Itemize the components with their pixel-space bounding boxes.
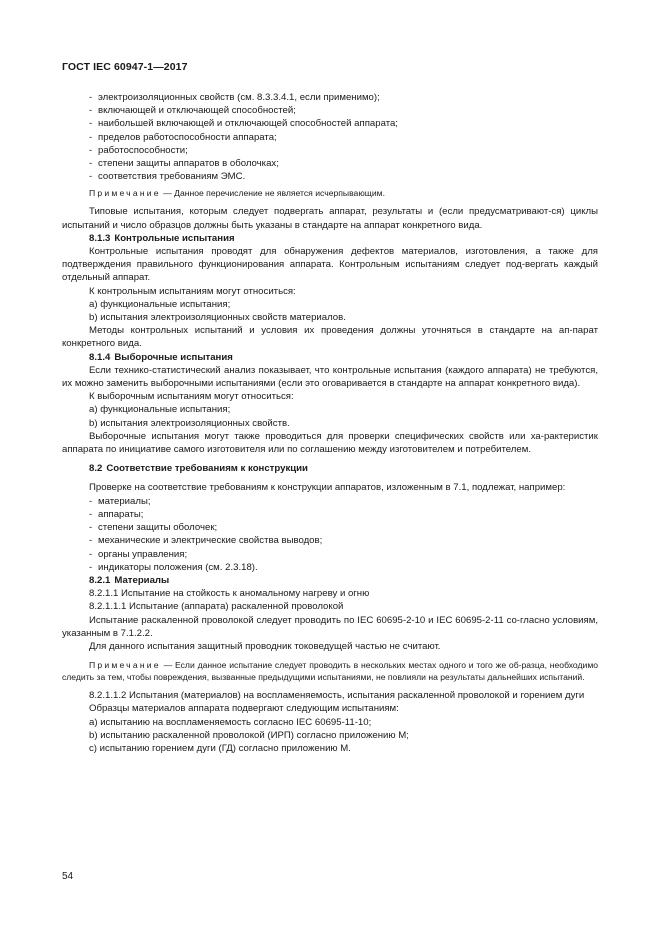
list-item: - включающей и отключающей способностей; [89,105,296,117]
list-item: - работоспособности; [89,144,188,156]
paragraph: Проверке на соответствие требованиям к конструкции аппаратов, изложенным в 7.1, подлежат, например: [89,482,566,494]
paragraph: Испытание раскаленной проволокой следует проводить по IEC 60695-2-10 и IEC 60695-2-11 со-гласно условиям, указанным в 7.1.2.2. [62,614,598,639]
paragraph: Если технико-статистический анализ показывает, что контрольные испытания (каждого аппарата) не требуются, их можно заменить выборочными испытаниями (если это оговаривается в стандарте на аппарат конкретного вида). [62,364,598,390]
paragraph: К выборочным испытаниям могут относиться: [89,391,294,403]
paragraph: Типовые испытания, которым следует подвергать аппарат, результаты и (если предусматривают-ся) циклы испытаний и число образцов должны быть указаны в стандарте на аппарат конкретного вида. [62,206,598,231]
list-item: - пределов работоспособности аппарата; [89,131,277,143]
subsection-heading: 8.2.1.1 Испытание на стойкость к аномальному нагреву и огню [89,588,370,600]
section-heading-8-1-4: 8.1.4 Выборочные испытания [89,351,233,363]
section-heading-8-2-1: 8.2.1 Материалы [89,574,170,586]
note: Примечание — Если данное испытание следует проводить в нескольких местах одного и того же об-разца, необходимо следить за тем, чтобы повреждения, вызванные предыдущими испытаниями, не повлияли на результаты дальнейших испытаний. [62,660,599,683]
section-heading-8-2: 8.2 Соответствие требованиям к конструкции [89,463,308,475]
note: Примечание — Данное перечисление не является исчерпывающим. [89,188,385,199]
list-item: - материалы; [89,495,151,507]
list-item: - индикаторы положения (см. 2.3.18). [89,561,258,573]
paragraph: Образцы материалов аппарата подвергают следующим испытаниям: [89,703,399,715]
list-item: b) испытания электроизоляционных свойств материалов. [89,312,346,324]
list-item: a) функциональные испытания; [89,404,231,416]
page-number: 54 [62,871,74,882]
section-heading-8-1-3: 8.1.3 Контрольные испытания [89,232,235,244]
list-item: - электроизоляционных свойств (см. 8.3.3.4.1, если применимо); [89,92,380,103]
subsection-heading: 8.2.1.1.1 Испытание (аппарата) раскаленной проволокой [89,601,344,613]
document-header: ГОСТ IEC 60947-1—2017 [62,61,188,73]
paragraph: К контрольным испытаниям могут относиться: [89,285,296,297]
paragraph: Контрольные испытания проводят для обнаружения дефектов материалов, изготовления, а также для подтверждения правильного функционирования аппарата. Контрольным испытаниям следует под-вергать каждый отдельный аппарат. [62,246,598,284]
list-item: - соответствия требованиям ЭМС. [89,171,246,183]
paragraph: Выборочные испытания могут также проводиться для проверки специфических свойств или ха-рактеристик аппарата по инициативе самого изготовителя или по соглашению между изготовителем и потребителем. [62,430,598,456]
page-content [62,91,598,755]
list-item: b) испытанию раскаленной проволокой (ИРП) согласно приложению M; [89,729,409,741]
list-item: - механические и электрические свойства выводов; [89,535,323,547]
paragraph: Для данного испытания защитный проводник токоведущей частью не считают. [89,640,441,652]
list-item: - степени защиты оболочек; [89,522,218,534]
paragraph: Методы контрольных испытаний и условия их проведения должны уточняться в стандарте на ап-парат конкретного вида. [62,325,598,350]
list-item: a) функциональные испытания; [89,298,231,310]
list-item: b) испытания электроизоляционных свойств. [89,417,290,429]
list-item: - аппараты; [89,508,144,520]
list-item: - наибольшей включающей и отключающей способностей аппарата; [89,118,398,130]
subsection-heading: 8.2.1.1.2 Испытания (материалов) на воспламеняемость, испытания раскаленной проволокой и горением дуги [89,690,585,702]
list-item: - степени защиты аппаратов в оболочках; [89,158,279,170]
list-item: - органы управления; [89,548,188,560]
list-item: c) испытанию горением дуги (ГД) согласно приложению M. [89,742,351,754]
list-item: a) испытанию на воспламеняемость согласно IEC 60695-11-10; [89,716,372,728]
